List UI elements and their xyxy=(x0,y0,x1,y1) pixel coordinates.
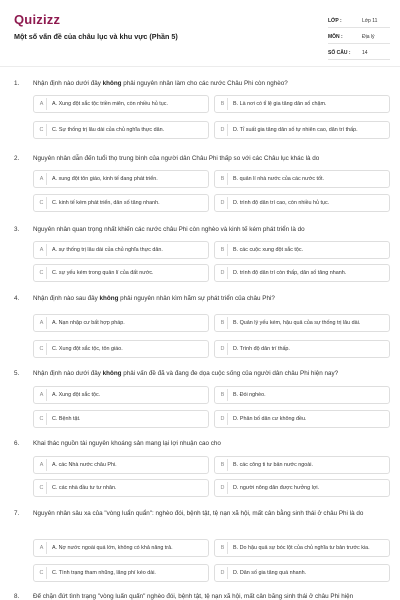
option-letter: D xyxy=(218,567,228,579)
question-number: 6. xyxy=(14,440,20,447)
option-text: D. Phân bố dân cư không đều. xyxy=(233,415,307,422)
meta-label: LỚP : xyxy=(328,17,342,24)
option-letter: B xyxy=(218,459,228,471)
option-letter: B xyxy=(218,389,228,401)
question-text: Khai thác nguồn tài nguyên khoáng sản mang lại lợi nhuận cao cho xyxy=(33,440,221,447)
header-divider xyxy=(0,66,400,67)
question-text: Nhận định nào dưới đây không phải vấn đề đã và đang đe dọa cuộc sống của người dân châu Phi hiện nay? xyxy=(33,370,339,377)
option-letter: D xyxy=(218,343,228,355)
option-letter: C xyxy=(37,267,47,279)
meta-value: Địa lý xyxy=(362,33,375,40)
option-c[interactable] xyxy=(33,340,209,358)
option-letter: A xyxy=(37,173,47,185)
option-c[interactable] xyxy=(33,410,209,428)
option-b[interactable] xyxy=(214,456,390,474)
option-letter: A xyxy=(37,459,47,471)
option-letter: C xyxy=(37,197,47,209)
option-c[interactable] xyxy=(33,564,209,582)
option-c[interactable] xyxy=(33,194,209,212)
question-text: Để chặn đứt tình trạng "vòng luẩn quẩn" nghèo đói, bệnh tật, tệ nạn xã hội, mất cân bằng sinh thái ở châu Phi hiện xyxy=(33,593,354,600)
option-letter: A xyxy=(37,98,47,110)
meta-value: Lớp 11 xyxy=(362,17,378,24)
option-d[interactable] xyxy=(214,479,390,497)
option-text: A. các Nhà nước châu Phi. xyxy=(52,461,117,468)
option-text: B. Đói nghèo. xyxy=(233,391,266,398)
option-text: A. Nợ nước ngoài quá lớn, không có khả năng trả. xyxy=(52,544,173,551)
option-text: A. Nạn nhập cư bất hợp pháp. xyxy=(52,319,125,326)
option-a[interactable] xyxy=(33,314,209,332)
question-text: Nguyên nhân quan trọng nhất khiến các nước châu Phi còn nghèo và kinh tế kém phát triển là do xyxy=(33,226,305,233)
option-letter: B xyxy=(218,542,228,554)
option-a[interactable] xyxy=(33,95,209,113)
option-letter: C xyxy=(37,124,47,136)
option-text: A. Xung đột sắc tộc. xyxy=(52,391,101,398)
meta-value: 14 xyxy=(362,49,368,56)
option-text: C. các nhà đầu tư tư nhân. xyxy=(52,484,117,491)
question-number: 1. xyxy=(14,80,20,87)
option-letter: C xyxy=(37,343,47,355)
option-text: A. sự thống trị lâu dài của chủ nghĩa thực dân. xyxy=(52,246,163,253)
question-text: Nguyên nhân dẫn đến tuổi thọ trung bình của người dân Châu Phi thấp so với các Châu lục khác là do xyxy=(33,155,320,162)
option-text: D. trình độ dân trí cao, còn nhiều hủ tục. xyxy=(233,199,330,206)
option-text: B. các cuộc xung đột sắc tộc. xyxy=(233,246,304,253)
option-text: D. người nông dân được hưởng lợi. xyxy=(233,484,320,491)
page-title: Một số vấn đề của châu lục và khu vực (Phần 5) xyxy=(14,32,178,41)
question-number: 7. xyxy=(14,510,20,517)
option-letter: D xyxy=(218,197,228,209)
option-text: B. Quản lý yếu kém, hậu quả của sự thống trị lâu dài. xyxy=(233,319,361,326)
option-b[interactable] xyxy=(214,170,390,188)
option-letter: B xyxy=(218,173,228,185)
option-text: D. Tỉ suất gia tăng dân số tự nhiên cao, dân trí thấp. xyxy=(233,126,358,133)
question-number: 5. xyxy=(14,370,20,377)
option-d[interactable] xyxy=(214,121,390,139)
option-text: B. Là nơi có tỉ lệ gia tăng dân số chậm. xyxy=(233,100,327,107)
option-text: D. Dân số gia tăng quá nhanh. xyxy=(233,569,307,576)
option-d[interactable] xyxy=(214,264,390,282)
option-b[interactable] xyxy=(214,241,390,259)
option-d[interactable] xyxy=(214,340,390,358)
option-letter: B xyxy=(218,244,228,256)
option-d[interactable] xyxy=(214,194,390,212)
option-a[interactable] xyxy=(33,539,209,557)
option-b[interactable] xyxy=(214,539,390,557)
question-text: Nhận định nào sau đây không phải nguyên nhân kìm hãm sự phát triển của châu Phi? xyxy=(33,295,275,302)
option-b[interactable] xyxy=(214,95,390,113)
option-text: B. quản lí nhà nước của các nước tốt. xyxy=(233,175,325,182)
option-b[interactable] xyxy=(214,386,390,404)
question-text: Nguyên nhân sâu xa của "vòng luẩn quẩn": nghèo đói, bệnh tật, tệ nạn xã hội, mất cân bằng sinh thái ở châu Phi là do xyxy=(33,510,364,517)
option-a[interactable] xyxy=(33,170,209,188)
option-text: A. xung đột tôn giáo, kinh tế đang phát triển. xyxy=(52,175,158,182)
option-text: C. Bệnh tật. xyxy=(52,415,81,422)
question-number: 3. xyxy=(14,226,20,233)
option-letter: A xyxy=(37,542,47,554)
option-a[interactable] xyxy=(33,456,209,474)
option-text: C. Sự thống trị lâu dài của chủ nghĩa thực dân. xyxy=(52,126,165,133)
option-a[interactable] xyxy=(33,386,209,404)
option-c[interactable] xyxy=(33,121,209,139)
option-letter: D xyxy=(218,413,228,425)
option-text: D. Trình độ dân trí thấp. xyxy=(233,345,290,352)
option-letter: B xyxy=(218,317,228,329)
option-c[interactable] xyxy=(33,479,209,497)
option-letter: B xyxy=(218,98,228,110)
option-text: C. kinh tế kém phát triển, dân số tăng nhanh. xyxy=(52,199,160,206)
option-letter: D xyxy=(218,124,228,136)
option-text: A. Xung đột sắc tộc triền miên, còn nhiều hủ tục. xyxy=(52,100,168,107)
option-letter: A xyxy=(37,244,47,256)
option-letter: A xyxy=(37,317,47,329)
option-d[interactable] xyxy=(214,564,390,582)
option-text: D. trình độ dân trí còn thấp, dân số tăng nhanh. xyxy=(233,269,347,276)
option-b[interactable] xyxy=(214,314,390,332)
option-text: B. các công ti tư bản nước ngoài. xyxy=(233,461,313,468)
quizizz-logo: Quizizz xyxy=(14,12,61,27)
meta-label: SỐ CÂU : xyxy=(328,49,351,56)
worksheet-header xyxy=(0,0,400,64)
option-letter: D xyxy=(218,267,228,279)
option-letter: A xyxy=(37,389,47,401)
option-text: C. Tình trạng tham nhũng, lãng phí kéo dài. xyxy=(52,569,156,576)
worksheet-meta xyxy=(328,14,390,62)
option-text: B. Do hậu quả sự bóc lột của chủ nghĩa tư bản trước kia. xyxy=(233,544,370,551)
option-letter: D xyxy=(218,482,228,494)
meta-label: MÔN : xyxy=(328,33,343,40)
option-text: C. Xung đột sắc tộc, tôn giáo. xyxy=(52,345,123,352)
option-letter: C xyxy=(37,482,47,494)
option-d[interactable] xyxy=(214,410,390,428)
question-text: Nhận định nào dưới đây không phải nguyên nhân làm cho các nước Châu Phi còn nghèo? xyxy=(33,80,288,87)
option-letter: C xyxy=(37,567,47,579)
meta-row-count xyxy=(328,46,390,60)
question-number: 2. xyxy=(14,155,20,162)
option-letter: C xyxy=(37,413,47,425)
meta-row-grade xyxy=(328,14,390,28)
option-c[interactable] xyxy=(33,264,209,282)
meta-row-subject xyxy=(328,30,390,44)
question-number: 4. xyxy=(14,295,20,302)
option-text: C. sự yếu kém trong quản lí của đất nước. xyxy=(52,269,154,276)
option-a[interactable] xyxy=(33,241,209,259)
question-number: 8. xyxy=(14,593,20,600)
